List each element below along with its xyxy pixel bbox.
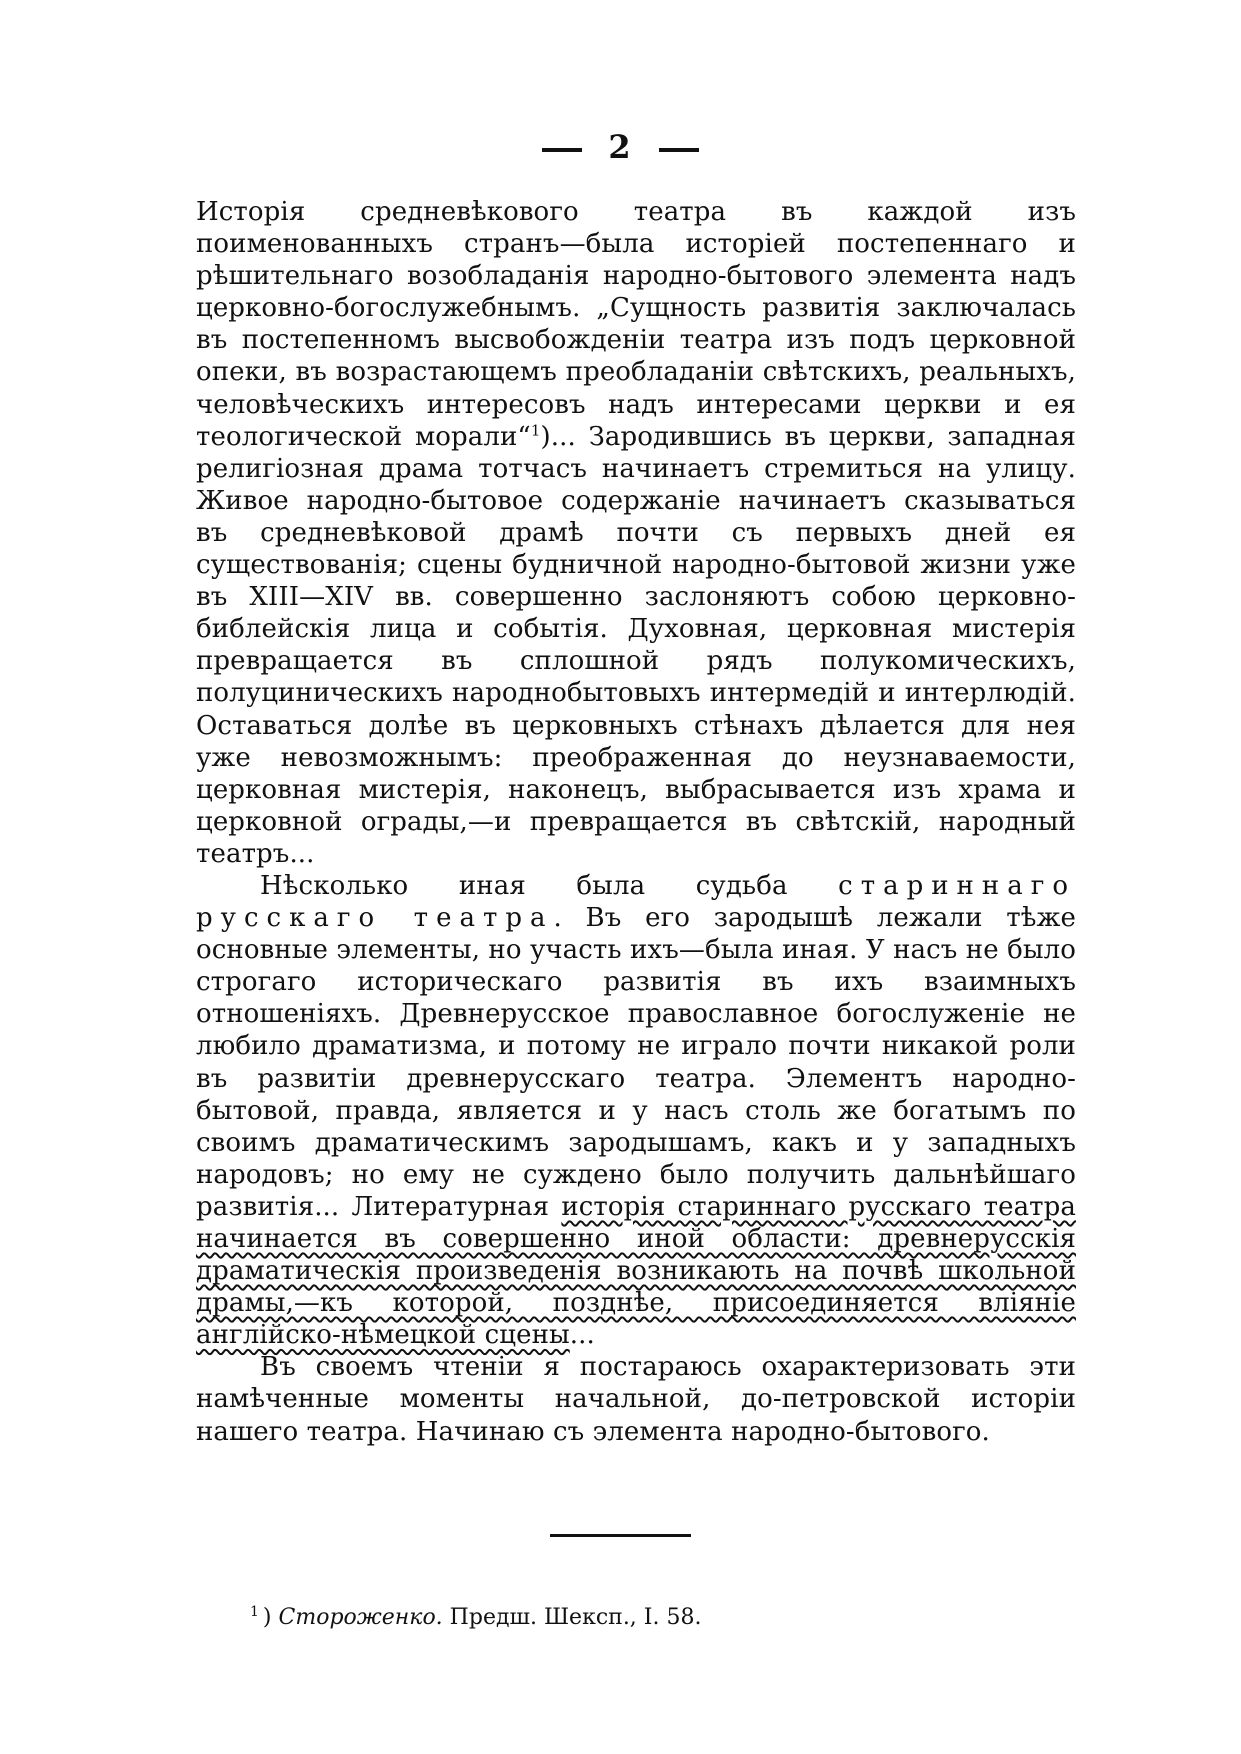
paragraph-2-text-a: Нѣсколько иная была судьба	[260, 870, 839, 901]
handwritten-underline-passage: исторія стариннаго русскаго театра начинается въ совершенно иной области: древнерусскія драматическія произведенія возникають на почвѣ школьной драмы,—къ которой, позднѣе, присоединяется вліяніе англійско-нѣмецкой сцены	[196, 1191, 1076, 1351]
footnote-author: Стороженко.	[278, 1605, 443, 1630]
paragraph-3	[196, 1351, 1076, 1447]
footnote	[250, 1603, 1050, 1633]
page-number: 2	[608, 128, 633, 166]
paragraph-1-text-a: Исторія средневѣкового театра въ каждой изъ поименованныхъ странъ—была исторіей постепеннаго и рѣшительнаго возобладанія народно-бытового элемента надъ церковно-богослужебнымъ. „Сущность развитія заключалась въ постепенномъ высвобожденіи театра изъ подъ церковной опеки, въ возрастающемъ преобладаніи свѣтскихъ, реальныхъ, человѣческихъ интересовъ надъ интересами церкви и ея теологической морали“	[196, 197, 1076, 452]
footnote-close-paren: )	[262, 1605, 272, 1630]
paragraph-1-text-b: )... Зародившись въ церкви, западная религіозная драма тотчасъ начинаетъ стремиться на улицу. Живое народно-бытовое содержаніе начинаетъ сказываться въ средневѣковой драмѣ почти съ первыхъ дней ея существованія; сцены будничной народно-бытовой жизни уже въ XIII—XIV вв. совершенно заслоняютъ собою церковно-библейскія лица и событія. Духовная, церковная мистерія превращается въ сплошной рядъ полукомическихъ, полуциническихъ народнобытовыхъ интермедій и интерлюдій. Оставаться долѣе въ церковныхъ стѣнахъ дѣлается для нея уже невозможнымъ: преображенная до неузнаваемости, церковная мистерія, наконецъ, выбрасывается изъ храма и церковной ограды,—и превращается въ свѣтскій, народный театръ...	[196, 421, 1076, 869]
paragraph-1	[196, 196, 1076, 870]
paragraph-2	[196, 870, 1076, 1351]
footnote-marker: 1	[250, 1603, 259, 1620]
footnote-reference-text: Предш. Шексп., I. 58.	[442, 1605, 702, 1630]
header-dash-right	[659, 148, 699, 152]
header-dash-left	[542, 148, 582, 152]
page-number-header	[0, 128, 1241, 166]
paragraph-2-text-c: ...	[569, 1320, 595, 1351]
spaced-emphasis: стариннаго русскаго театра	[196, 870, 1076, 934]
footnote-reference: 1	[530, 421, 541, 439]
footnote-separator	[550, 1534, 691, 1537]
paragraph-2-text-b: . Въ его зародышѣ лежали тѣже основные элементы, но участь ихъ—была иная. У насъ не было строгаго историческаго развитія въ ихъ взаимныхъ отношеніяхъ. Древнерусское православное богослуженіе не любило драматизма, и потому не играло почти никакой роли въ развитіи древнерусскаго театра. Элементъ народно-бытовой, правда, является и у насъ столь же богатымъ по своимъ драматическимъ зародышамъ, какъ и у западныхъ народовъ; но ему не суждено было получить дальнѣйшаго развитія... Литературная	[196, 903, 1076, 1222]
paragraph-3-text: Въ своемъ чтеніи я постараюсь охарактеризовать эти намѣченные моменты начальной, до-петровской исторіи нашего театра. Начинаю съ элемента народно-бытового.	[196, 1352, 1076, 1447]
main-text	[196, 196, 1076, 1448]
